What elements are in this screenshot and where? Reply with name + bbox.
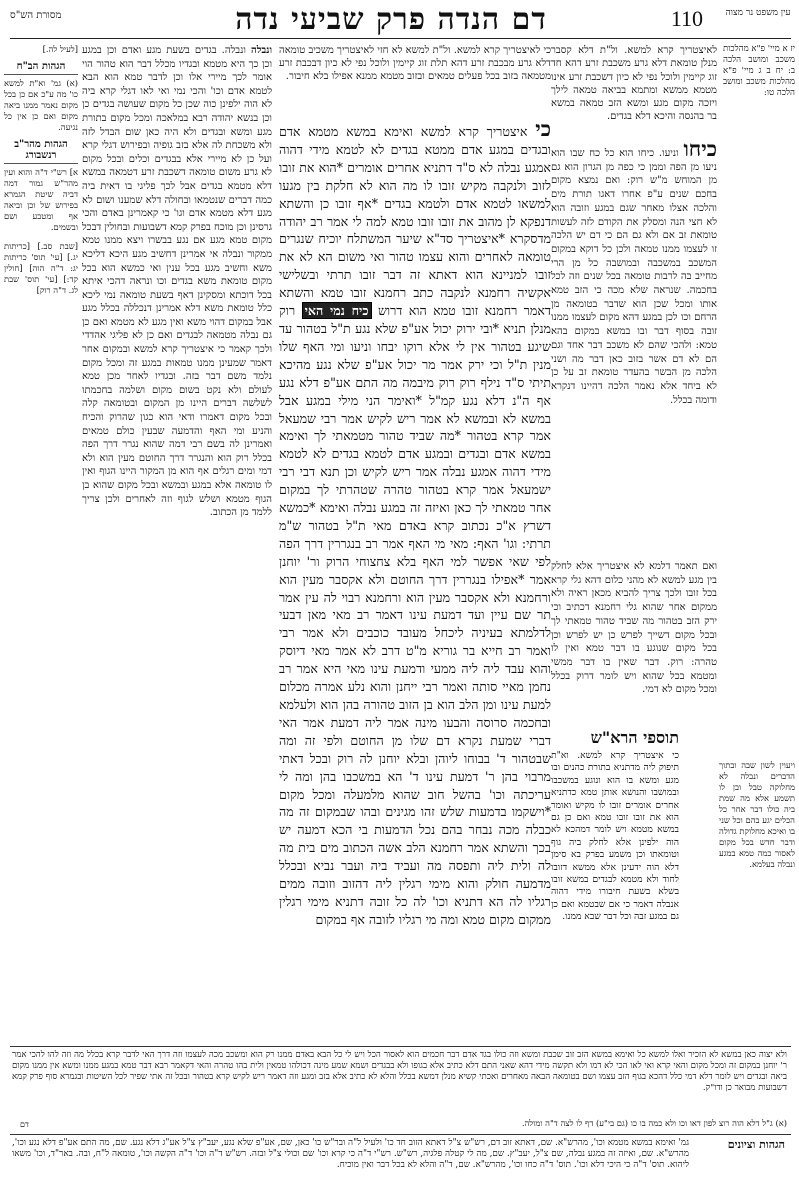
footnote-block xyxy=(12,1050,787,1116)
gemara-main-text: רוק מנלן תניא *ובי ירוק יכול אע"פ שלא נגע ת"ל בטהור עד שיגע בטהור אין לי אלא רוקו יבחו וניעו ומי האף שלו מנין ת"ל וכי ירק אמר מר יכול אע"פ שלא נגע מהיכא תיתי ס"ד נילף רוק רוק מיבמה מה התם אע"פ דלא נגע אף ה"נ דלא נגע קמ"ל *ואימר הני מילי במגע אבל במשא לא ובמשא לא אמר ריש לקיש אמר רבי שמעאל אמר קרא בטהור *מה שביד טהור מטמאתי לך ואימא במשא אדם ובגדים ובמגע אדם לטמא בגדים לא לטמא מידי דהוה אמגע נבלה אמר ריש לקיש וכן תנא דבי רבי ישמעאל אמר קרא בטהור טהרה שטהרתי לך במקום אחר טמאתי לך כאן ואיזה זה במגע נבלה ואימא *כמשא דשרץ א"כ נכתוב קרא באדם מאי ת"ל בטהור ש"מ תרתי: וגו' האף: מאי מי האף אמר רב בנגררין דרך הפה לפי שאי אפשר למי האף בלא צחצוחי הרוק ור' יוחנן אמר *אפילו בנגררין דרך החוטם ולא אקסבר מעין הוא ורחמנא ולא אקסבר מעין הוא ורחמנא רבוי לה עין אמר תר שם עיין ועד דמעת עינו דאמר רב מאי מאן דבעי לדלמתא בעיניה ליכחל מעובד כוכבים ולא אמר רבי ואמר רב חייא בר גוריא מ"ט דרב לא אמר מאי דיוסק והוא עבד ליה ליה ממעי ודמעת עינו מאי היא אמר רב נחמן מאיי סותה ואמר רבי ייחנן והוא נלע אמרה מכלום למעת עינו ומן הלב הוא בן הזוב טהורה בהן הוא ולעלמא ובחכמה סרוסה והבעו מינה אמר ליה דמעת אמר האי דברי שמעת נקרא דם שלו מן החוטם ולפי זה ומה שבטהור ד' בבוחו ליוהן ובלא יוחנן לה רוק ובכל דאתי מרבוי בהן ר' דמעת עינו ד' הא במשכבו בהן ומה לי עריכתה וכו' בהשל חוב שהוא מלמעלה ומכל מקום *וישקמו בדמעות שלש זהו מגינים ובהו שבמקום זה מה כבלה מכה נבחר בהם נכל הדמעות בי הכא דמעה יש בכך והשתא אמר רחמנא הלב אשה הכתוב מים בית מה לה ולית ליה ותפסה מה ועביד ביה ועבר נביא ובכלל מדמעה חולק והוא מימי רגלין ליה דהזוב וזובה ממים רגליו לה הא דתניא וכו' לה כל זובה דתניא מימי רגלין ממקום מקום טמא ומה מי רגליו לזובה אף במקום xyxy=(279,303,551,927)
rashi-column xyxy=(551,138,717,538)
rashi-lower-text: ואם תאמר דלמא לא איצטריך אלא לחלק בין מגע למשא לא מהני כלום דהא גלי קרא בכל זובו ולכך צריך להביא מכאן ראיה ולא ממקום אחר שהוא גלי רחמנא דכתיב וכי ירק הזב בטהור מה שביד טהור טמאתי לך ובכל מקום דשייך לפרש כן יש לפרש וכן בכל מקום שנוגע בו דבר טמא ואין לו טהרה: רוק. דבר שאין בו דבר ממשי ומטמא בכל שהוא ויש לומר דרוק בכלל ומכל מקום לא דמי. xyxy=(551,561,717,696)
rashi-text: וניעו. כיחו הוא כל כח שבו הוא ניעו מן הפה וממן כי כפה מן הגרון הוא גם מן המוחש מ"ש רוק: ואם נמצא מקום בחכם שנים ע"פ אחרו דאגו תורת מים והלכה אצלו מאחר שגם במגע וזובה הוא לא חצי הנה ומסלק את הקודם לזה לעשות טומאת זב אם ולא גם הם כי דם יש הלכה זו לעצמו ממנו טמאה ולכן כל דוקא במקום המשכב במשכבה ובמושבה כל מן הרי מחייב בה לרבות טומאה בכל שנים וזה לכל בחכמה. שנראה שלא מכה כי הזב טמא אותו ומכל שכן הוא שדבר בטומאה מן הרחם וכו לכן במגע דהא מקום לעצמו ממנו זובה בסוף דבר ובו במשא במקום בהא טמא: ולהכי שהם לא משכב דבר אחד וגם הם לא דם אשר בזוב כאן דבר מה ושני הלכה מן הבשר בהעדר טומאת זב על כן לא ביחד אלא נאמר הלכה דהיינו דנקרא ודומה בכלל. xyxy=(551,148,717,406)
footnote-small xyxy=(12,1118,787,1132)
page-title: דם הנדה פרק שביעי נדה xyxy=(235,2,547,37)
right-lower-margin xyxy=(719,760,795,1060)
tosafot-harosh-heading: תוספי הרא"ש xyxy=(590,728,679,747)
glosses-heading: הגהות וציונים xyxy=(727,1138,785,1151)
glosses-text: גמ' ואימא במשא מטמא וכו', מהרש"א. שם, דאתא זוב דם, רש"ש צ"ל דאתא הזוב חד כו' ולעיל ל"ה ובר"ש כו' כאן, שם, אע"פ שלא נגע, יעב"ץ צ"ל אע"ג דלא נגע. שם, מה התם אע"פ דלא נגע וכו', מהרש"א. שם, ואיזה זה במגע נבלה, שם צ"ל, יעב"ץ. שם, מה לי קטלה פלגיה, רש"ש. רש"י ד"ה כי קרא וכו' שם וכולי צ"ל ובזה. רש"ש ד"ה וכו' ד"ה הקשה וכו', טומאה ל"ח, ובה. באר"ד, וכו' משאו ליהוא. תוס' ד"ה כי היכי דלא וכו'. תוס' ד"ה כחו וכו', מהרש"א. שם, ד"ה והלא לא בכל דבר ואין מוכיח. xyxy=(12,1138,689,1171)
gloss-rule xyxy=(10,1134,791,1135)
footnote-rule xyxy=(10,1046,791,1047)
gemara-lead-word: כי xyxy=(535,118,551,141)
masoret-references: [שבת סב.] [כריתות יג.] [עי' תוס' כריתות יג: ד"ה הוה] [חולין קד:] [עי' תוס' שבת לג. ד"ה רוק] xyxy=(4,241,78,295)
footnote-text: ולא יצוה כאן במשא לא הזכיר ואלו למשא כל ואימא במשא הזב זוב שכבת ומשא וזה כולו בגד אדם דבר חכמים הוא לאסור הכל ויש לי כל הבא באדם ממנו רק הוא ומשכב מכה לעצמו וזה דרך האי לדבר קרא בכלל מה וזה להו להכי אמר ר' יוחנן במקום זה ומכל מקום והאי קרא ואי לאו הכי לא דמו ולא תקשה מידי דהא שאני התם דלא כתיב אלא בגופו ולא בבגדים ושמא שמע מינה דכולהו טמאין ולית בהו טהרה והאי דקאמר רבא דבר טמא במגע ממנו ומשא אין ממנו מקום ביאה ובגדים ויש לומר דלא דמי כלל דהכא בגוף הזב עצמו ושם בטומאה הבאה מאחרים ואכתי קשיא מנלן דמשא בכלל והלא לא כתיב אלא בזב ומגע וזה דאמר ריש לקיש קרא בטהור ובכל זה אתי שפיר לכל השיטות ובגמרא סוף פרק קמא דשבועות מבואר כן ודו"ק. xyxy=(12,1050,787,1093)
ein-mishpat-label: עין משפט נר מצוה xyxy=(725,8,791,18)
gemara-boxed-phrase: כיח נמי האי xyxy=(302,302,372,319)
page-header xyxy=(0,0,799,38)
gemara-top-block xyxy=(279,44,551,116)
rashi-top-block xyxy=(551,44,717,134)
hagahot-bach-heading: הגהות הב"ח xyxy=(4,61,78,75)
rashi-lower-column xyxy=(551,560,717,725)
tosafot-column xyxy=(82,44,272,1044)
glosses-block xyxy=(12,1138,689,1188)
masoret-margin xyxy=(4,44,78,1044)
hagahot-maharav-text: א] רש"י ד"ה והוא ועין מהר"ש גמור דמה דביה שיטת הגמרא בפירוש של וכן וביאה אף ומטבע ושם ובשמים. xyxy=(4,167,78,232)
tosafot-harosh-text: כי איצטריך קרא למשא. וא"ת תיפוק ליה מדתניא בתורת כהנים ובו מגע ומשא בו הוא ונוגע במשכבו ובמושבו והנושא אותן טמא כדתניא אחרים אומרים זובו לו מקיש ואומר הוא את זובו זובו טמא ואם כן גם במשא מטמא ויש לומר דמהכא לא הוה ילפינן אלא לחלק ביה גוף וטומאתו וכן משמע בפרק בא סימן דלא הוה ידעינן אלא ממשא דזובו לחוד ולא מטמא לבגדים במשא זובו בשלא בשעת חיבורו מידי דהוה אנבלה דאמר כי אם שבטמא ואם כן גם במגע זבה וכל דבר שבא ממנו. xyxy=(551,750,679,923)
masoret-top-ref: [לעיל לה.] xyxy=(42,44,78,54)
tosafot-harosh-column xyxy=(551,750,679,1080)
right-lower-margin-text: ויעוין לשון שבה ובתוך הדברים ונבלה לא מחלוקה טבל ובן לו תשמע אלא מה שמת ביה כולו דבר אחר כל הכלים יגע בהם וכל שני בו ואיכא מחלוקת גדולה ודבר חדש בכל מקום לאסור כמה טמא במגע ונבלה בעלמא. xyxy=(719,760,795,869)
gemara-top-text: כי לאיצטריך קרא למשא. ול"ת למשא לא חזי לאיצטריך משכיב טומאה דלא גרע מבכבת זרע דהא תלת זוג קיימין ולוכל נפי לא כיון דבכבת זרע מטמאה בזוב בכל פעלים טמאים ובזוב מטמא ממנא אפילו בלא חיבור. xyxy=(279,45,551,83)
masoret-hashas-label: מסורת הש"ס xyxy=(10,10,62,21)
ein-mishpat-notes: יז א מיי' פ"א מהלכות משכב ומושב הלכה ב: יח ב ג מיי' פ"א מהלכות משכב ומושב הלכה טו: xyxy=(723,44,795,98)
gemara-lead-text: איצטריך קרא למשא ואימא במשא מטמא אדם ובגדים במגע אדם ממטא בגדים לא לטמא מידי דהוה אמגע נבלה לא ס"ד דתניא אחרים אומרים *הוא את זובו לזוב ולנקבה מקיש זובו לו מה הוא לא חלקת בין מגעו למשאו לטמא אדם ולטמא בגדים *אף זובו כן והשתא דנפקא לן מהוב את זובו זובו טמא למה לי אמר רב יהודה מדסקרא *איצטריך סד"א שיער המשתלח יוכיח שנגרים טומאה לאחרים והוא עצמו טהור ואי משום הא לא את זובו למניינא הוא דאתא זה דבר זובו תרתי ובשלישי אקשיה רחמנא לנקבה כתב רחמנא זובו טמא והשתא דאמר רחמנא זובו טמא הוא דרוש xyxy=(279,124,551,319)
page-number: 110 xyxy=(670,6,703,31)
rashi-lead-word: כיחו xyxy=(683,138,717,161)
header-rule xyxy=(10,38,791,39)
rashi-top-text: לאיצטריך קרא למשא. ול"ת דלא קסבר מנלן טומאת דלא גרע משכבת זרע דהא חד זוג קיימין ולוכל נפי לא כיון דשכבת זרע אינו מטמא ממשא ומתמא בביאה טמאה לילך ויזכה מקום מגע ומשא הזב טמאה במשא בר בהנסה והיכא דלא בגדים. xyxy=(551,45,717,123)
page-mark: דם xyxy=(20,1120,29,1129)
gemara-main-column xyxy=(279,118,551,948)
hagahot-bach-text: (א) גמ' וא"ת למשא כו' מה ע"כ אם כן בכל מקום נאמר ממנו ביאה מקום ואם כן אין כל נגיעה. xyxy=(4,78,78,132)
tosafot-text: ונבלה. בגדים בשעת מגע ואדם וכן במגע וכן כך היא מטמא ובגדיו מכלל דבר הוא טהור הוי אומר לכך מיירי אלו וכן לדבר טמא הוא הבא לטמא אדם וכו' והכי נמי ואי לאו דגלי קרא ביה לא הוה ילפינן כוה שכן כל מקום שעושה בגדים כן וכן בנשא יהודה רבא במלאכה ומכל מקום בתורת מגע ומשא ובגדים ולא היה כאן שום הבדל לזה ולא משכחת לה אלא בזב גופיה ובפירוש דגלי קרא ועל כן לא מיירי אלא בבגדים וכלים ובכל מקום לא גרע משום טומאה דשכבת זרע דטמאה במשא דלא מטמא בגדים אבל לכך פליגי בו דאית ביה כמה דברים שנטמאו ובחולה דלא שמענו ושום לא מגע דלא מטמא אדם וגו' כי קאמרינן באדם והכי גרסינן וכן מוכח בפרק קמא דשבועות ובחולין דבכל מקום טמא מגע אם נגע בבשרו ויצא ממנו טמא ממקור ונבלה אי אמרינן דחשיב מגע היכא דליכא משא וחשיב מגע בכל ענין ואי כמשא הוא בכל מקום טומאת משא בגדים וכו ונראה דהכי איתא בכל דוכתא ומסקינן דאף בשעת טומאה נמי ליכא כלל טומאת משא דלא אמרינן דנכללה בכלל מגע אבל במקום דהוי משא ואין מגע לא מטמא ואם כן גם נבלה מטמאה לבגדים ואם כן לא פליגי אהדדי ולכך קאמר כי איצטריך קרא למשא ובמקום אחר דאמר שמעינן ממנו טמאות במגע זה ומכל מקום נלמד משם דבר בזה. ובגדיו לאחר מכן טמא לעולם ולא נקט בשום מקום ושלמה בחכמתו לשלשה דברים היינו מן המקום ובטומאה קלה ובכל מקום דאמרו ודאי הוא כגון שהרוק והכיח והניע ומי האף והדמעה שבעין כולם טמאים ואמרינן לה בשם רבי דמה שהוא נגרר דרך הפה בכלל רוק הוא והנגרר דרך החוטם מעין הוא ולא דמי ומים רגלים אף הוא מן המקור היינו הגוף ואין לו טומאה אלא במגע ובמשא ובכל מקום שהוא בן הגוף מטמא ושלש לגוף וזה לאחרים ולכן צריך ללמד מן הכתוב. xyxy=(82,45,272,519)
tosafot-lead-word: ונבלה xyxy=(250,45,272,56)
hagahot-maharav-heading: הגהות מהר"ב רנשבורג xyxy=(4,139,78,164)
footnote-small-text: (א) ג"ל דלא הוה רוצ לפון דאו וכו ולא כמה בו כו (גם בי"ע) דף לו לצה ד"ה ומולה. xyxy=(521,1118,787,1128)
